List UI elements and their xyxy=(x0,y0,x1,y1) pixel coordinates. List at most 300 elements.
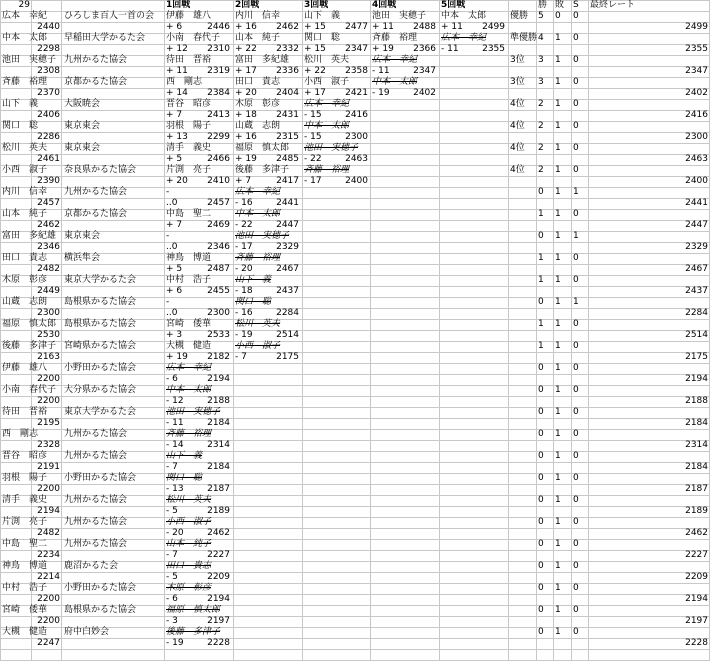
round-opponent: 中本 太郎 xyxy=(166,385,212,395)
player-club: 大分県かるた協会 xyxy=(64,385,137,395)
round-rating: 2413 xyxy=(207,110,230,120)
s-count: 0 xyxy=(573,121,579,131)
round-rating: 2346 xyxy=(207,242,230,252)
round-opponent: 広本 幸紀 xyxy=(235,187,281,197)
player-club: 九州かるた協会 xyxy=(64,495,128,505)
round-rating: 2184 xyxy=(207,418,230,428)
s-count: 0 xyxy=(573,253,579,263)
s-count: 0 xyxy=(573,385,579,395)
round-opponent: 西 剛志 xyxy=(166,77,203,87)
final-rating: 2175 xyxy=(685,352,708,362)
round-delta: - 20 xyxy=(235,264,253,274)
player-name: 福原 慎太郎 xyxy=(2,319,57,329)
round-delta: + 6 xyxy=(166,286,183,296)
round-rating: 2447 xyxy=(276,220,299,230)
round-delta: - 22 xyxy=(304,154,322,164)
round-rating: 2329 xyxy=(276,242,299,252)
round-delta: + 11 xyxy=(441,22,463,32)
round-rating: 2366 xyxy=(413,44,436,54)
loss-count: 1 xyxy=(555,517,561,527)
round-opponent: 中本 太郎 xyxy=(441,11,487,21)
round-rating: 2404 xyxy=(276,88,299,98)
round-opponent: 中本 太郎 xyxy=(304,121,350,131)
s-count: 0 xyxy=(573,561,579,571)
loss-count: 1 xyxy=(555,451,561,461)
round-rating: 2446 xyxy=(207,22,230,32)
player-name: 神鳥 博道 xyxy=(2,561,48,571)
round-rating: 2314 xyxy=(207,440,230,450)
initial-rating: 2300 xyxy=(37,308,60,318)
initial-rating: 2346 xyxy=(37,242,60,252)
header-s: S xyxy=(573,0,579,10)
round-rating: 2188 xyxy=(207,396,230,406)
loss-count: 1 xyxy=(555,99,561,109)
round-delta: ..0 xyxy=(166,242,178,252)
round-opponent: 斉藤 裕理 xyxy=(372,33,418,43)
round-opponent: 富田 多紀雄 xyxy=(235,55,290,65)
header-rating: 最終レート xyxy=(590,0,636,10)
player-club: 横浜隼会 xyxy=(64,253,101,263)
round-opponent: 木原 彰彦 xyxy=(166,583,212,593)
round-rating: 2417 xyxy=(276,176,299,186)
loss-count: 1 xyxy=(555,143,561,153)
final-rating: 2184 xyxy=(685,462,708,472)
s-count: 1 xyxy=(573,187,579,197)
round-opponent: 後藤 多津子 xyxy=(166,627,221,637)
round-rating: 2300 xyxy=(345,132,368,142)
round-delta: + 14 xyxy=(166,88,188,98)
round-rating: 2332 xyxy=(276,44,299,54)
initial-rating: 2298 xyxy=(37,44,60,54)
initial-rating: 2194 xyxy=(37,506,60,516)
loss-count: 1 xyxy=(555,561,561,571)
round-opponent: 山下 義 xyxy=(235,275,272,285)
win-count: 5 xyxy=(538,11,544,21)
round-opponent: 斉藤 裕理 xyxy=(235,253,281,263)
round-rating: 2187 xyxy=(207,484,230,494)
round-opponent: - xyxy=(166,231,170,241)
s-count: 0 xyxy=(573,363,579,373)
final-rating: 2227 xyxy=(685,550,708,560)
player-club: 宮崎県かるた協会 xyxy=(64,341,137,351)
round-opponent: 池田 実穂子 xyxy=(372,11,427,21)
player-name: 待田 晋裕 xyxy=(2,407,48,417)
loss-count: 1 xyxy=(555,33,561,43)
round-opponent: 関口 聡 xyxy=(304,33,341,43)
s-count: 0 xyxy=(573,473,579,483)
round-opponent: 山下 義 xyxy=(304,11,341,21)
final-rating: 2300 xyxy=(685,132,708,142)
round-delta: - 20 xyxy=(166,528,184,538)
round-opponent: 福原 慎太郎 xyxy=(235,143,290,153)
round-delta: - 11 xyxy=(166,418,184,428)
player-name: 西 剛志 xyxy=(2,429,39,439)
initial-rating: 2200 xyxy=(37,484,60,494)
final-rating: 2467 xyxy=(685,264,708,274)
player-club: 島根県かるた協会 xyxy=(64,297,137,307)
player-club: 京都かるた協会 xyxy=(64,77,128,87)
final-rating: 2194 xyxy=(685,594,708,604)
loss-count: 1 xyxy=(555,495,561,505)
round-opponent: 田口 貴志 xyxy=(235,77,281,87)
final-rating: 2402 xyxy=(685,88,708,98)
player-name: 田口 貴志 xyxy=(2,253,48,263)
player-club: 東京東会 xyxy=(64,143,101,153)
header-round-3: 3回戦 xyxy=(304,0,329,10)
round-opponent: 関口 聡 xyxy=(166,473,203,483)
grid-row-line xyxy=(0,231,710,232)
round-opponent: 山下 義 xyxy=(166,451,203,461)
win-count: 3 xyxy=(538,55,544,65)
final-rating: 2284 xyxy=(685,308,708,318)
s-count: 0 xyxy=(573,77,579,87)
player-club: 九州かるた協会 xyxy=(64,187,128,197)
round-rating: 2310 xyxy=(207,44,230,54)
round-opponent: 宮崎 倭華 xyxy=(166,319,212,329)
round-opponent: 山本 純子 xyxy=(235,33,281,43)
round-opponent: - xyxy=(166,187,170,197)
player-club: 九州かるた協会 xyxy=(64,517,128,527)
loss-count: 1 xyxy=(555,627,561,637)
round-rating: 2467 xyxy=(276,264,299,274)
round-rating: 2469 xyxy=(207,220,230,230)
round-delta: + 3 xyxy=(166,330,183,340)
win-count: 0 xyxy=(538,429,544,439)
s-count: 0 xyxy=(573,517,579,527)
win-count: 0 xyxy=(538,231,544,241)
initial-rating: 2530 xyxy=(37,330,60,340)
final-rank: 優勝 xyxy=(510,11,529,21)
round-delta: + 17 xyxy=(304,88,326,98)
player-name: 大槻 健造 xyxy=(2,627,48,637)
round-opponent: 池田 実穂子 xyxy=(235,231,290,241)
player-name: 宮崎 倭華 xyxy=(2,605,48,615)
player-club: 奈良県かるた協会 xyxy=(64,165,137,175)
player-club: 九州かるた協会 xyxy=(64,55,128,65)
round-opponent: 福原 慎太郎 xyxy=(166,605,221,615)
round-rating: 2402 xyxy=(413,88,436,98)
win-count: 0 xyxy=(538,363,544,373)
win-count: 1 xyxy=(538,209,544,219)
player-club: 大阪暁会 xyxy=(64,99,101,109)
loss-count: 1 xyxy=(555,583,561,593)
round-delta: + 7 xyxy=(235,176,252,186)
loss-count: 1 xyxy=(555,209,561,219)
loss-count: 0 xyxy=(555,11,561,21)
player-club: 小野田かるた協会 xyxy=(64,473,137,483)
round-rating: 2189 xyxy=(207,506,230,516)
win-count: 0 xyxy=(538,583,544,593)
final-rank: 4位 xyxy=(510,143,525,153)
header-loss: 敗 xyxy=(555,0,565,10)
round-rating: 2284 xyxy=(276,308,299,318)
initial-rating: 2457 xyxy=(37,198,60,208)
header-round-4: 4回戦 xyxy=(372,0,397,10)
initial-rating: 2328 xyxy=(37,440,60,450)
round-opponent: 広本 幸紀 xyxy=(166,363,212,373)
round-rating: 2400 xyxy=(345,176,368,186)
final-rating: 2462 xyxy=(685,528,708,538)
initial-rating: 2370 xyxy=(37,88,60,98)
initial-rating: 2234 xyxy=(37,550,60,560)
player-name: 中本 太郎 xyxy=(2,33,48,43)
win-count: 0 xyxy=(538,451,544,461)
loss-count: 1 xyxy=(555,187,561,197)
player-club: 島根県かるた協会 xyxy=(64,319,137,329)
s-count: 0 xyxy=(573,583,579,593)
player-club: 九州かるた協会 xyxy=(64,539,128,549)
final-rank: 準優勝 xyxy=(510,33,538,43)
player-club: 早稲田大学かるた会 xyxy=(64,33,146,43)
round-rating: 2477 xyxy=(345,22,368,32)
win-count: 0 xyxy=(538,605,544,615)
s-count: 0 xyxy=(573,605,579,615)
player-club: 鹿沼かるた会 xyxy=(64,561,119,571)
initial-rating: 2286 xyxy=(37,132,60,142)
initial-rating: 2390 xyxy=(37,176,60,186)
round-delta: - 3 xyxy=(166,616,178,626)
final-rank: 3位 xyxy=(510,77,525,87)
round-rating: 2455 xyxy=(207,286,230,296)
round-delta: - 17 xyxy=(235,242,253,252)
win-count: 3 xyxy=(538,77,544,87)
round-rating: 2228 xyxy=(207,638,230,648)
player-name: 清手 義史 xyxy=(2,495,48,505)
player-name: 松川 英夫 xyxy=(2,143,48,153)
header-round-2: 2回戦 xyxy=(235,0,260,10)
final-rank: 4位 xyxy=(510,165,525,175)
round-delta: - 16 xyxy=(235,198,253,208)
round-delta: + 5 xyxy=(166,264,183,274)
final-rating: 2347 xyxy=(685,66,708,76)
round-delta: + 13 xyxy=(166,132,188,142)
round-opponent: 小西 淑子 xyxy=(235,341,281,351)
round-rating: 2336 xyxy=(276,66,299,76)
round-rating: 2457 xyxy=(207,198,230,208)
final-rating: 2416 xyxy=(685,110,708,120)
player-name: 関口 聡 xyxy=(2,121,39,131)
win-count: 1 xyxy=(538,275,544,285)
player-club: 府中白妙会 xyxy=(64,627,110,637)
round-opponent: 斉藤 裕理 xyxy=(166,429,212,439)
round-rating: 2315 xyxy=(276,132,299,142)
round-opponent: 小南 春代子 xyxy=(166,33,221,43)
round-rating: 2441 xyxy=(276,198,299,208)
initial-rating: 2163 xyxy=(37,352,60,362)
round-delta: + 16 xyxy=(235,132,257,142)
round-rating: 2209 xyxy=(207,572,230,582)
final-rating: 2197 xyxy=(685,616,708,626)
round-delta: + 16 xyxy=(235,22,257,32)
round-delta: ..0 xyxy=(166,198,178,208)
header-round-5: 5回戦 xyxy=(441,0,466,10)
loss-count: 1 xyxy=(555,341,561,351)
round-delta: + 22 xyxy=(304,66,326,76)
round-rating: 2355 xyxy=(482,44,505,54)
round-opponent: 関口 聡 xyxy=(235,297,272,307)
player-name: 斉藤 裕理 xyxy=(2,77,48,87)
round-delta: - 19 xyxy=(372,88,390,98)
win-count: 0 xyxy=(538,187,544,197)
loss-count: 1 xyxy=(555,473,561,483)
grid-row-line xyxy=(0,649,710,650)
player-name: 山本 純子 xyxy=(2,209,48,219)
round-delta: - 18 xyxy=(235,286,253,296)
round-delta: - 7 xyxy=(166,550,178,560)
player-name: 山蔵 志朗 xyxy=(2,297,48,307)
s-count: 0 xyxy=(573,341,579,351)
final-rank: 3位 xyxy=(510,55,525,65)
player-name: 中島 聖二 xyxy=(2,539,48,549)
round-rating: 2358 xyxy=(345,66,368,76)
round-rating: 2485 xyxy=(276,154,299,164)
round-rating: 2533 xyxy=(207,330,230,340)
loss-count: 1 xyxy=(555,363,561,373)
s-count: 0 xyxy=(573,165,579,175)
s-count: 0 xyxy=(573,55,579,65)
final-rating: 2329 xyxy=(685,242,708,252)
s-count: 0 xyxy=(573,627,579,637)
round-delta: + 20 xyxy=(235,88,257,98)
round-opponent: 松川 英夫 xyxy=(304,55,350,65)
round-delta: + 7 xyxy=(166,110,183,120)
round-rating: 2384 xyxy=(207,88,230,98)
round-opponent: 田口 貴志 xyxy=(166,561,212,571)
win-count: 0 xyxy=(538,385,544,395)
final-rating: 2514 xyxy=(685,330,708,340)
round-delta: + 6 xyxy=(166,22,183,32)
round-opponent: 広本 幸紀 xyxy=(304,99,350,109)
final-rating: 2187 xyxy=(685,484,708,494)
player-name: 小南 春代子 xyxy=(2,385,57,395)
loss-count: 1 xyxy=(555,231,561,241)
round-opponent: 神鳥 博道 xyxy=(166,253,212,263)
final-rating: 2314 xyxy=(685,440,708,450)
round-delta: + 18 xyxy=(235,110,257,120)
round-rating: 2421 xyxy=(345,88,368,98)
player-club: 東京大学かるた会 xyxy=(64,407,137,417)
s-count: 1 xyxy=(573,231,579,241)
round-delta: + 7 xyxy=(166,220,183,230)
round-delta: + 12 xyxy=(166,44,188,54)
player-name: 片渕 亮子 xyxy=(2,517,48,527)
round-delta: - 15 xyxy=(304,132,322,142)
round-delta: + 17 xyxy=(235,66,257,76)
player-name: 中村 浩子 xyxy=(2,583,48,593)
round-opponent: 中本 太郎 xyxy=(235,209,281,219)
player-club: 小野田かるた協会 xyxy=(64,363,137,373)
round-rating: 2347 xyxy=(345,44,368,54)
final-rating: 2355 xyxy=(685,44,708,54)
initial-rating: 2461 xyxy=(37,154,60,164)
round-delta: - 15 xyxy=(304,110,322,120)
player-name: 木原 彰彦 xyxy=(2,275,48,285)
initial-rating: 2406 xyxy=(37,110,60,120)
round-rating: 2194 xyxy=(207,594,230,604)
header-round-1: 1回戦 xyxy=(166,0,191,10)
loss-count: 1 xyxy=(555,55,561,65)
initial-rating: 2200 xyxy=(37,594,60,604)
round-opponent: 中島 聖二 xyxy=(166,209,212,219)
initial-rating: 2440 xyxy=(37,22,60,32)
loss-count: 1 xyxy=(555,319,561,329)
round-delta: + 19 xyxy=(235,154,257,164)
player-club: 東京東会 xyxy=(64,231,101,241)
round-rating: 2466 xyxy=(207,154,230,164)
round-delta: - 13 xyxy=(166,484,184,494)
s-count: 0 xyxy=(573,495,579,505)
player-count: 29 xyxy=(18,0,30,10)
final-rating: 2209 xyxy=(685,572,708,582)
player-club: 九州かるた協会 xyxy=(64,451,128,461)
initial-rating: 2191 xyxy=(37,462,60,472)
round-opponent: 後藤 多津子 xyxy=(235,165,290,175)
player-club: ひろしま百人一首の会 xyxy=(64,11,155,21)
s-count: 0 xyxy=(573,33,579,43)
round-rating: 2487 xyxy=(207,264,230,274)
round-opponent: 松川 英夫 xyxy=(166,495,212,505)
round-rating: 2416 xyxy=(345,110,368,120)
final-rating: 2437 xyxy=(685,286,708,296)
final-rating: 2400 xyxy=(685,176,708,186)
round-delta: - 12 xyxy=(166,396,184,406)
round-delta: - 5 xyxy=(166,506,178,516)
final-rating: 2463 xyxy=(685,154,708,164)
round-opponent: 池田 実穂子 xyxy=(304,143,359,153)
s-count: 0 xyxy=(573,539,579,549)
player-name: 内川 信幸 xyxy=(2,187,48,197)
initial-rating: 2195 xyxy=(37,418,60,428)
round-rating: 2431 xyxy=(276,110,299,120)
win-count: 0 xyxy=(538,539,544,549)
win-count: 1 xyxy=(538,253,544,263)
final-rating: 2447 xyxy=(685,220,708,230)
final-rating: 2441 xyxy=(685,198,708,208)
round-delta: + 22 xyxy=(235,44,257,54)
initial-rating: 2308 xyxy=(37,66,60,76)
final-rating: 2499 xyxy=(685,22,708,32)
loss-count: 1 xyxy=(555,121,561,131)
round-opponent: 松川 英夫 xyxy=(235,319,281,329)
round-opponent: 羽根 陽子 xyxy=(166,121,212,131)
player-name: 小西 淑子 xyxy=(2,165,48,175)
loss-count: 1 xyxy=(555,407,561,417)
round-opponent: 伊藤 雄八 xyxy=(166,11,212,21)
round-delta: - 7 xyxy=(235,352,247,362)
grid-row-line xyxy=(0,253,710,254)
round-opponent: 山蔵 志朗 xyxy=(235,121,281,131)
initial-rating: 2462 xyxy=(37,220,60,230)
round-rating: 2184 xyxy=(207,462,230,472)
s-count: 0 xyxy=(573,407,579,417)
round-delta: + 15 xyxy=(304,22,326,32)
round-rating: 2197 xyxy=(207,616,230,626)
round-opponent: 大槻 健造 xyxy=(166,341,212,351)
win-count: 1 xyxy=(538,341,544,351)
round-opponent: 内川 信幸 xyxy=(235,11,281,21)
round-rating: 2463 xyxy=(345,154,368,164)
round-delta: - 7 xyxy=(166,462,178,472)
initial-rating: 2482 xyxy=(37,528,60,538)
round-delta: - 6 xyxy=(166,374,178,384)
round-rating: 2175 xyxy=(276,352,299,362)
win-count: 1 xyxy=(538,319,544,329)
initial-rating: 2200 xyxy=(37,374,60,384)
header-win: 勝 xyxy=(538,0,548,10)
player-name: 後藤 多津子 xyxy=(2,341,57,351)
player-club: 九州かるた協会 xyxy=(64,429,128,439)
final-rating: 2184 xyxy=(685,418,708,428)
